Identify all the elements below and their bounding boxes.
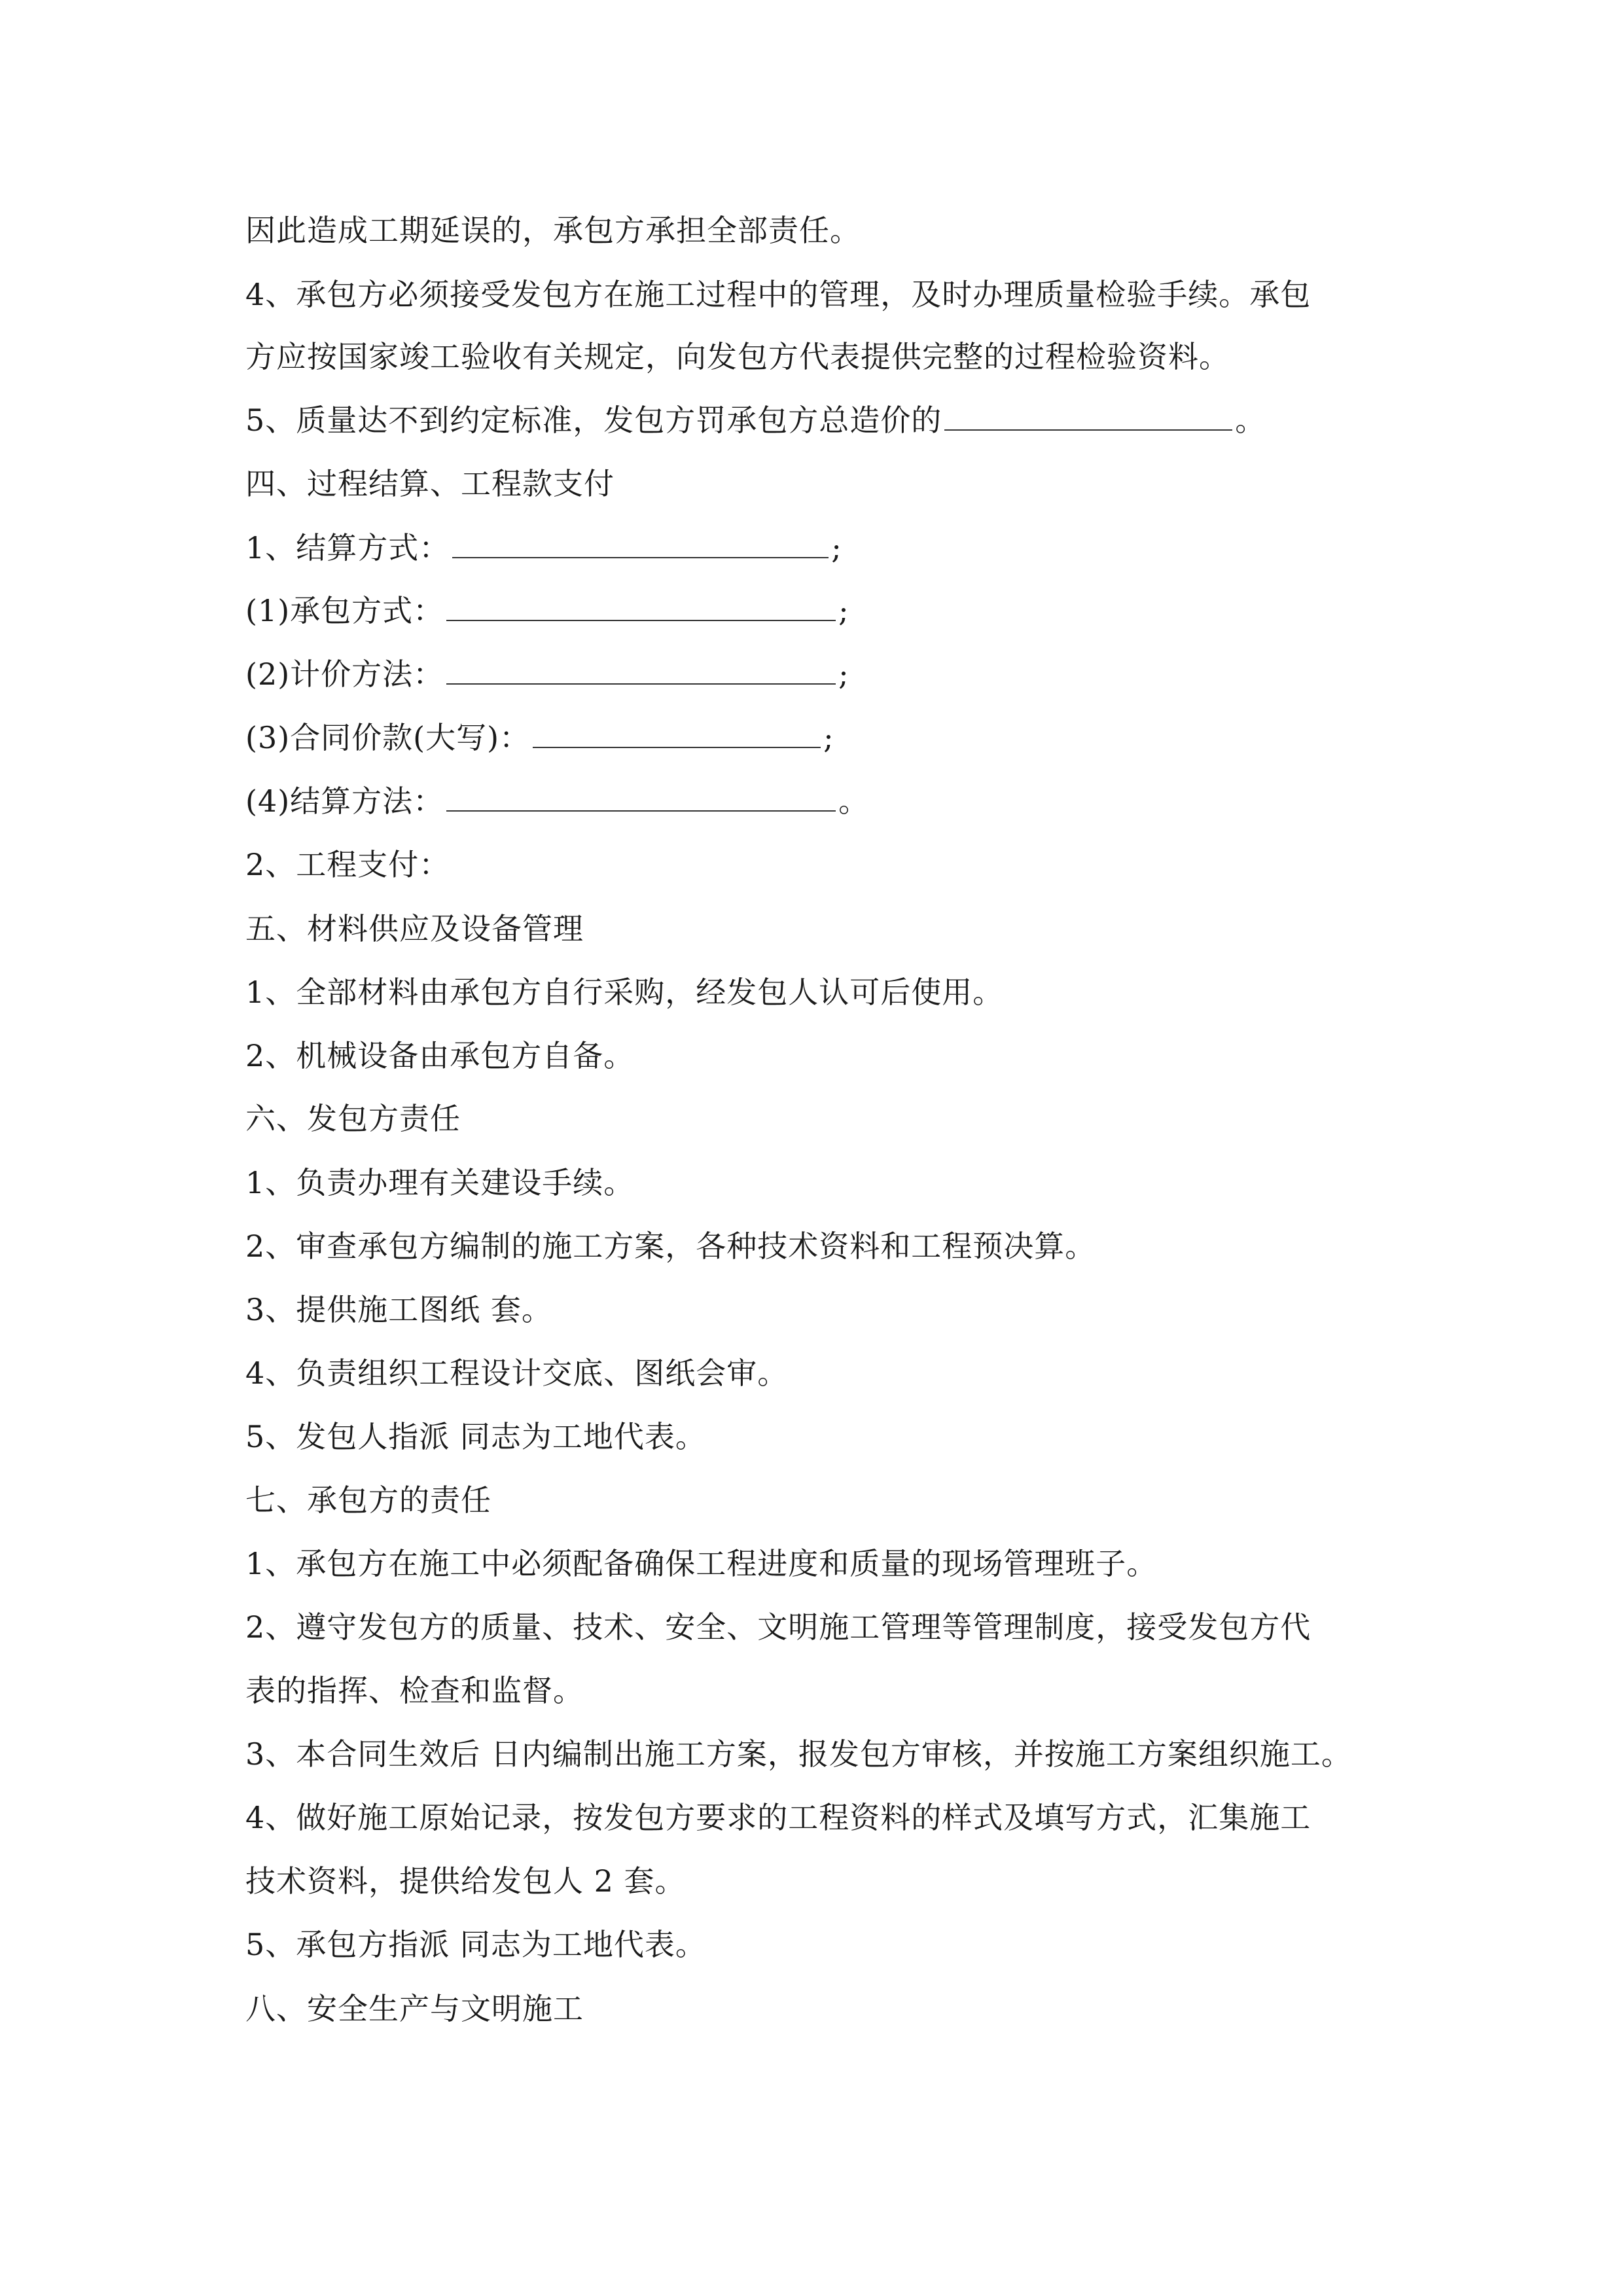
paragraph-line: 因此造成工期延误的，承包方承担全部责任。 [245, 213, 861, 248]
clause-line: 2、工程支付： [245, 847, 450, 882]
clause-line: 3、本合同生效后 日内编制出施工方案，报发包方审核，并按施工方案组织施工。 [245, 1736, 1352, 1772]
clause-line: 1、负责办理有关建设手续。 [245, 1165, 635, 1200]
fill-in-blank[interactable] [446, 781, 836, 812]
paragraph-line: 技术资料，提供给发包人 2 套。 [245, 1863, 686, 1899]
clause-line: 3、提供施工图纸 套。 [245, 1292, 552, 1327]
clause-punct: ; [823, 720, 834, 755]
clause-punct: ; [831, 530, 842, 565]
section-heading: 七、承包方的责任 [245, 1482, 491, 1518]
clause-line: 1、全部材料由承包方自行采购，经发包人认可后使用。 [245, 975, 1004, 1010]
clause-line: 2、审查承包方编制的施工方案，各种技术资料和工程预决算。 [245, 1229, 1096, 1264]
paragraph-line: 方应按国家竣工验收有关规定，向发包方代表提供完整的过程检验资料。 [245, 339, 1230, 374]
clause-line: 5、承包方指派 同志为工地代表。 [245, 1927, 706, 1962]
clause-text: 5、质量达不到约定标准，发包方罚承包方总造价的 [245, 403, 942, 438]
clause-line: 4、负责组织工程设计交底、图纸会审。 [245, 1355, 789, 1391]
clause-line-with-blank [245, 718, 834, 757]
clause-line: 4、承包方必须接受发包方在施工过程中的管理，及时办理质量检验手续。承包 [245, 277, 1311, 312]
clause-punct: ; [838, 593, 849, 628]
fill-in-blank[interactable] [944, 401, 1232, 431]
clause-line: 1、承包方在施工中必须配备确保工程进度和质量的现场管理班子。 [245, 1546, 1158, 1581]
clause-line-with-blank [245, 781, 869, 821]
clause-punct: 。 [838, 783, 870, 819]
clause-line-with-blank [245, 528, 842, 567]
fill-in-blank[interactable] [446, 655, 836, 685]
clause-line-with-blank [245, 655, 849, 694]
fill-in-blank[interactable] [452, 528, 829, 558]
clause-line: 2、机械设备由承包方自备。 [245, 1038, 635, 1073]
section-heading: 八、安全生产与文明施工 [245, 1991, 584, 2026]
clause-line: 4、做好施工原始记录，按发包方要求的工程资料的样式及填写方式，汇集施工 [245, 1800, 1311, 1835]
clause-line-with-blank [245, 591, 849, 630]
section-heading: 四、过程结算、工程款支付 [245, 466, 615, 501]
clause-line: 2、遵守发包方的质量、技术、安全、文明施工管理等管理制度，接受发包方代 [245, 1609, 1311, 1645]
fill-in-blank[interactable] [533, 718, 821, 748]
clause-punct: 。 [1235, 403, 1266, 438]
clause-text: 1、结算方式： [245, 530, 450, 565]
clause-text: (1)承包方式： [245, 593, 444, 628]
clause-line-with-blank [245, 401, 1266, 440]
clause-text: (3)合同价款(大写)： [245, 720, 531, 755]
clause-text: (4)结算方法： [245, 783, 444, 819]
clause-line: 5、发包人指派 同志为工地代表。 [245, 1419, 706, 1454]
section-heading: 六、发包方责任 [245, 1101, 461, 1136]
paragraph-line: 表的指挥、检查和监督。 [245, 1673, 584, 1708]
clause-text: (2)计价方法： [245, 656, 444, 692]
fill-in-blank[interactable] [446, 591, 836, 621]
section-heading: 五、材料供应及设备管理 [245, 911, 584, 946]
clause-punct: ; [838, 656, 849, 692]
